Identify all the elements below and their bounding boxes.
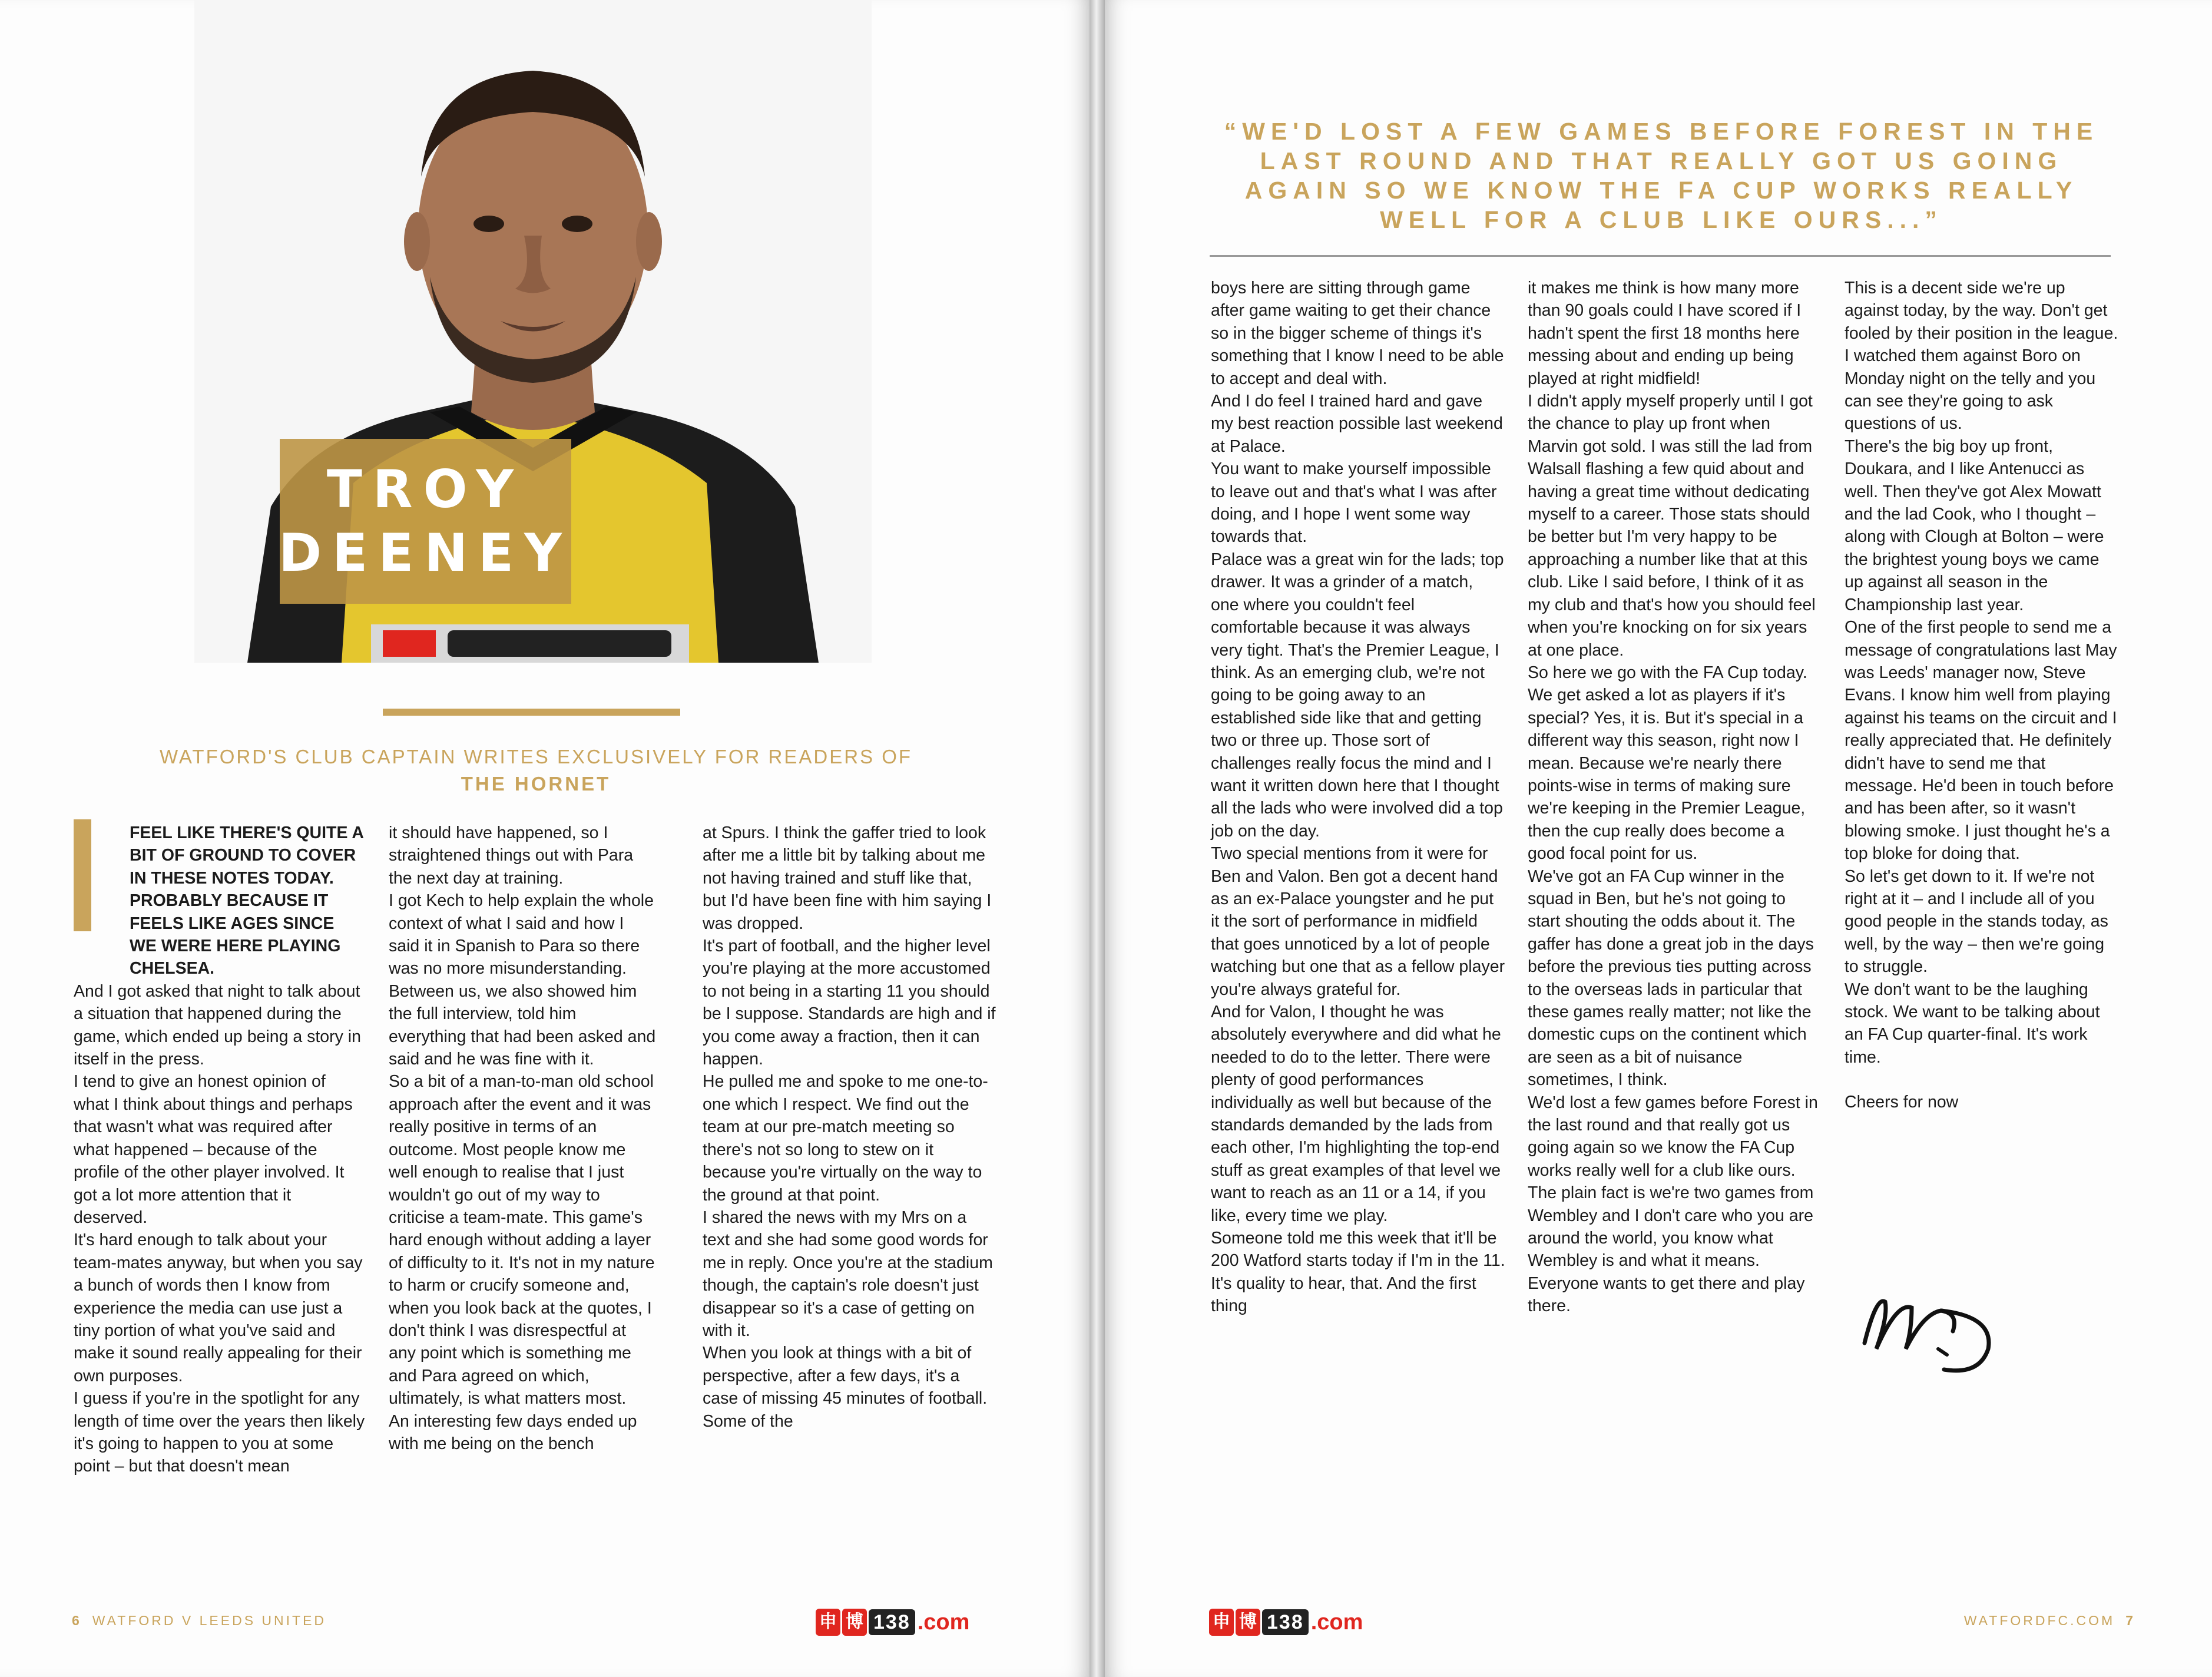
paragraph: it should have happened, so I straightened things out with Para the next day at training.	[389, 823, 634, 888]
left-page	[0, 0, 1090, 1677]
paragraph: This is a decent side we're up against today, by the way. Don't get fooled by their position in the league. I watched them against Boro on Monday night on the telly and you can see they're going to ask questions of us.	[1845, 279, 2118, 434]
paragraph: We don't want to be the laughing stock. We want to be talking about an FA Cup quarter-final. It's work time.	[1845, 980, 2100, 1067]
paragraph: Palace was a great win for the lads; top drawer. It was a grinder of a match, one where you couldn't feel comfortable because it was always very tight. That's the Premier League, I think. As an emerging club, we're not going to be going away to an established side like that and getting two or three up. Those sort of challenges really focus the mind and I want it written down here that I thought all the lads who were involved did a top job on the day.	[1211, 550, 1504, 841]
paragraph: Someone told me this week that it'll be 200 Watford starts today if I'm in the 11. It's quality to hear, that. And the first thing	[1211, 1229, 1505, 1316]
paragraph: Two special mentions from it were for Ben and Valon. Ben got a decent hand as an ex-Palace youngster and he put it the sort of performance in midfield that goes unnoticed by a lot of people watching but one that as a fellow player you're always grateful for.	[1211, 844, 1505, 999]
paragraph: I didn't apply myself properly until I got the chance to play up front when Marvin got sold. I was still the lad from Walsall flashing a few quid about and having a great time without dedicating myself to a career. Those stats should be better but I'm very happy to be approaching a number like that at this club. Like I said before, I think of it as my club and that's how you should feel when you're knocking on for six years at one place.	[1528, 392, 1816, 660]
player-first-name: TROY	[326, 459, 525, 520]
paragraph: We've got an FA Cup winner in the squad in Ben, but he's not going to start shouting the odds about it. The gaffer has done a great job in the days before the previous ties putting across to the overseas lads in particular that these games really matter; not like the domestic cups on the continent which are seen as a bit of nuisance sometimes, I think.	[1528, 866, 1814, 1090]
player-last-name: DEENEY	[279, 522, 572, 583]
intro-standfirst	[153, 743, 919, 798]
sponsor-domain: .com	[1310, 1609, 1363, 1635]
quote-rule	[1210, 255, 2111, 257]
paragraph: So here we go with the FA Cup today. We get asked a lot as players if it's special? Yes, it is. But it's special in a different way this season, right now I mean. Because we're nearly there points-wise in terms of making sure we're keeping in the Premier League, then the cup really does become a good focal point for us.	[1528, 663, 1807, 864]
sponsor-block: 申	[1209, 1609, 1234, 1636]
player-name-box	[280, 439, 571, 604]
paragraph: You want to make yourself impossible to leave out and that's what I was after doing, and I hope I went some way towards that.	[1211, 459, 1497, 547]
signature-graphic	[1841, 1261, 2018, 1378]
page-number: 6	[72, 1613, 82, 1628]
paragraph: It's hard enough to talk about your team-mates anyway, but when you say a bunch of words then I know from experience the media can use just a tiny portion of what you've said and make it sound really appealing for their own purposes.	[74, 1231, 363, 1385]
right-column-1	[1211, 277, 1505, 1318]
sponsor-block: 博	[1236, 1609, 1260, 1636]
paragraph: An interesting few days ended up with me being on the bench	[389, 1411, 637, 1453]
left-column-2	[389, 822, 657, 1455]
right-footer	[1964, 1613, 2135, 1629]
footer-text: WATFORD V LEEDS UNITED	[92, 1613, 327, 1628]
paragraph: I tend to give an honest opinion of what I think about things and perhaps that wasn't what was required after what happened – because of the profile of the other player involved. It got a lot more attention that it deserved.	[74, 1072, 353, 1227]
intro-highlight: THE HORNET	[461, 773, 611, 795]
paragraph: boys here are sitting through game after game waiting to get their chance so in the bigger scheme of things it's something that I know I need to be able to accept and deal with.	[1211, 279, 1504, 388]
page-number: 7	[2125, 1613, 2135, 1628]
sponsor-number: 138	[869, 1609, 915, 1635]
paragraph: So a bit of a man-to-man old school approach after the event and it was really positive in terms of an outcome. Most people know me well enough to realise that I just wouldn't go out of my way to criticise a team-mate. This game's hard enough without adding a layer of difficulty to it. It's not in my nature to harm or crucify someone and, when you look back at the quotes, I don't think I was disrespectful at any point which is something me and Para agreed on which, ultimately, is what matters most.	[389, 1072, 655, 1408]
paragraph: It's part of football, and the higher level you're playing at the more accustomed to not being in a starting 11 you should be I suppose. Standards are high and if you come away a fraction, then it can happen.	[703, 937, 996, 1069]
paragraph: The plain fact is we're two games from Wembley and I don't care who you are around the world, you know what Wembley is and what it means. Everyone wants to get there and play there.	[1528, 1183, 1814, 1316]
paragraph: There's the big boy up front, Doukara, and I like Antenucci as well. Then they've got Alex Mowatt and the lad Cook, who I thought – along with Clough at Bolton – were the brightest young boys we came up against all season in the Championship last year.	[1845, 436, 2104, 614]
left-column-1	[74, 822, 365, 1478]
sponsor-block: 博	[842, 1609, 867, 1636]
paragraph: it makes me think is how many more than 90 goals could I have scored if I hadn't spent the first 18 months here messing about and ending up being played at right midfield!	[1528, 279, 1802, 388]
sponsor-number: 138	[1262, 1609, 1309, 1635]
paragraph: So let's get down to it. If we're not right at it – and I include all of you good people in the stands today, as well, by the way – then we're going to struggle.	[1845, 866, 2108, 977]
sponsor-logo	[1209, 1608, 1363, 1636]
paragraph: And I do feel I trained hard and gave my best reaction possible last weekend at Palace.	[1211, 392, 1503, 456]
paragraph: One of the first people to send me a message of congratulations last May was Leeds' manager now, Steve Evans. I know him well from playing against his teams on the circuit and I really appreciated that. He definitely didn't have to send me that message. He'd been in touch before and has been after, so it wasn't blowing smoke. I just thought he's a top bloke for doing that.	[1845, 618, 2117, 864]
right-column-2	[1528, 277, 1822, 1318]
spine-gutter	[1090, 0, 1105, 1677]
footer-text: WATFORDFC.COM	[1963, 1613, 2115, 1628]
right-column-3	[1845, 277, 2121, 1114]
paragraph: And I got asked that night to talk about a situation that happened during the game, which ended up being a story in itself in the press.	[74, 981, 361, 1069]
signoff: Cheers for now	[1845, 1093, 1959, 1112]
left-footer	[72, 1613, 326, 1629]
left-column-3	[703, 822, 997, 1433]
sponsor-block: 申	[816, 1609, 840, 1636]
intro-text: WATFORD'S CLUB CAPTAIN WRITES EXCLUSIVELY FOR READERS OF	[159, 746, 913, 768]
pull-quote: “WE'D LOST A FEW GAMES BEFORE FOREST IN THE LAST ROUND AND THAT REALLY GOT US GOING AGAIN SO WE KNOW THE FA CUP WORKS REALLY WELL FOR A CLUB LIKE OURS...”	[1224, 118, 2099, 233]
paragraph: I shared the news with my Mrs on a text and she had some good words for me in reply. Once you're at the stadium though, the captain's role doesn't just disappear so it's a case of getting on with it.	[703, 1208, 993, 1340]
right-page	[1105, 0, 2212, 1677]
paragraph: And for Valon, I thought he was absolutely everywhere and did what he needed to do to the letter. There were plenty of good performances individually as well but because of the standards demanded by the lads from each other, I'm highlighting the top-end stuff as great examples of that level we want to reach as an 11 or a 14, if you like, every time we play.	[1211, 1003, 1501, 1225]
paragraph: When you look at things with a bit of perspective, after a few days, it's a case of missing 45 minutes of football. Some of the	[703, 1344, 988, 1431]
paragraph: We'd lost a few games before Forest in the last round and that really got us going again so we know the FA Cup works really well for a club like ours.	[1528, 1093, 1818, 1180]
sponsor-domain: .com	[917, 1609, 970, 1635]
sponsor-logo	[816, 1608, 969, 1636]
lead-paragraph: FEEL LIKE THERE'S QUITE A BIT OF GROUND TO COVER IN THESE NOTES TODAY. PROBABLY BECAUSE IT FEELS LIKE AGES SINCE WE WERE HERE PLAYING CHELSEA.	[130, 823, 363, 978]
paragraph: I guess if you're in the spotlight for any length of time over the years then likely it's going to happen to you at some point – but that doesn't mean	[74, 1389, 365, 1476]
paragraph: He pulled me and spoke to me one-to-one which I respect. We find out the team at our pre-match meeting so there's not so long to stew on it because you're virtually on the way to the ground at that point.	[703, 1072, 988, 1205]
gold-divider	[383, 709, 680, 716]
paragraph: at Spurs. I think the gaffer tried to look after me a little bit by talking about me not having trained and stuff like that, but I'd have been fine with him saying I was dropped.	[703, 823, 992, 933]
paragraph: I got Kech to help explain the whole context of what I said and how I said it in Spanish to Para so there was no more misunderstanding. Between us, we also showed him the full interview, told him everything that had been asked and said and he was fine with it.	[389, 891, 656, 1069]
